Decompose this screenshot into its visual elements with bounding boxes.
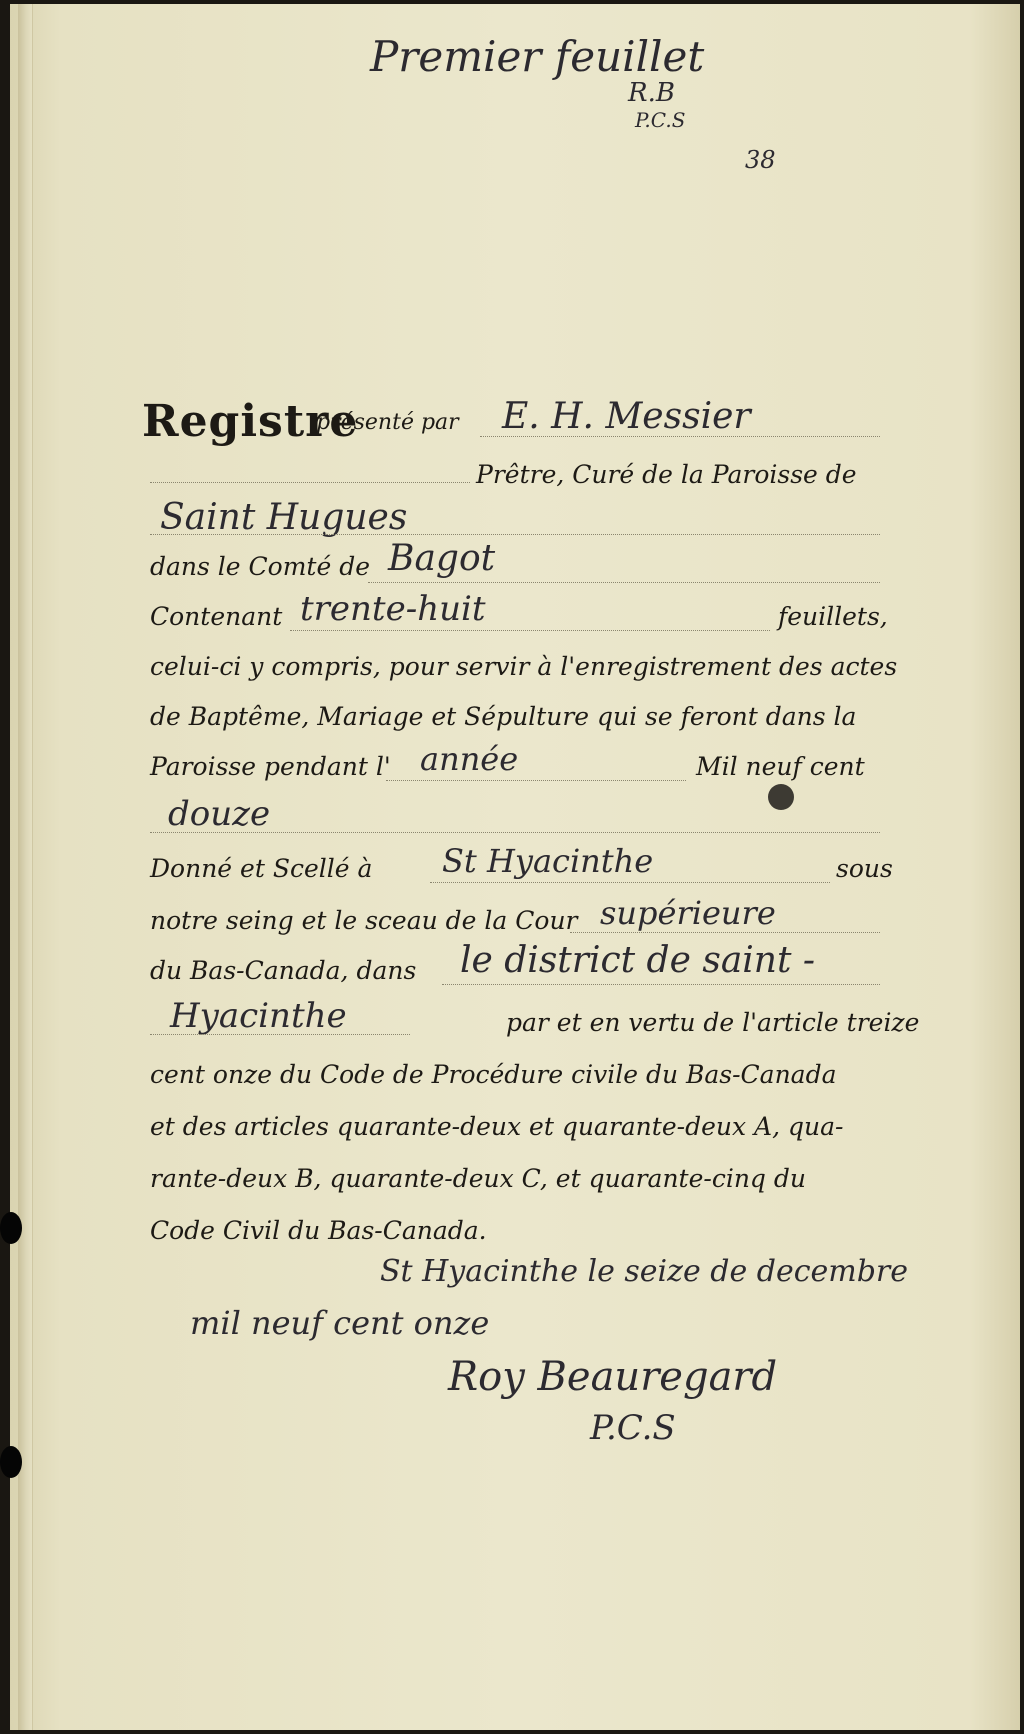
ink-spot — [768, 784, 794, 810]
premier-feuillet-note: Premier feuillet — [370, 32, 705, 81]
text-line-15: et des articles quarante-deux et quarante-deux A, qua- — [150, 1112, 844, 1141]
registre-title: Registre — [142, 396, 359, 447]
document-page — [10, 4, 1020, 1730]
text-line-17: Code Civil du Bas-Canada. — [150, 1216, 487, 1245]
signature-title: P.C.S — [590, 1408, 676, 1448]
comte-label: dans le Comté de — [150, 552, 370, 581]
punch-hole-lower — [0, 1446, 22, 1478]
text-line-7: de Baptême, Mariage et Sépulture qui se feront dans la — [150, 702, 857, 731]
district-fill: le district de saint - — [460, 940, 816, 981]
year-fill: douze — [168, 794, 271, 834]
initials-note-2: P.C.S — [635, 108, 686, 132]
text-line-6: celui-ci y compris, pour servir à l'enregistrement des actes — [150, 652, 898, 681]
text-line-14: cent onze du Code de Procédure civile du Bas-Canada — [150, 1060, 837, 1089]
signature-place-date: St Hyacinthe le seize de decembre — [380, 1254, 909, 1289]
rule-9 — [150, 832, 880, 833]
priest-name: E. H. Messier — [502, 396, 751, 437]
punch-hole-upper — [0, 1212, 22, 1244]
rule-5 — [290, 630, 770, 631]
rule-10 — [430, 882, 830, 883]
signature-name: Roy Beauregard — [448, 1354, 778, 1400]
feuillets-count: trente-huit — [300, 589, 486, 629]
rule-3 — [150, 534, 880, 535]
parish-name: Saint Hugues — [160, 497, 408, 538]
district-name-fill: Hyacinthe — [170, 996, 347, 1036]
seing-label: notre seing et le sceau de la Cour — [150, 906, 578, 935]
mil-neuf-cent-label: Mil neuf cent — [696, 752, 865, 781]
rule-11 — [570, 932, 880, 933]
rule-12 — [442, 984, 880, 985]
rule-13 — [150, 1034, 410, 1035]
text-line-16: rante-deux B, quarante-deux C, et quarante-cinq du — [150, 1164, 806, 1193]
rule-2 — [150, 482, 470, 483]
presente-par-label: présenté par — [316, 410, 459, 435]
article-label: par et en vertu de l'article treize — [506, 1008, 920, 1037]
period-fill: année — [420, 740, 519, 778]
bas-canada-dans-label: du Bas-Canada, dans — [150, 956, 417, 985]
rule-4 — [368, 582, 880, 583]
paroisse-pendant-label: Paroisse pendant l' — [150, 752, 391, 781]
court-fill: supérieure — [600, 894, 776, 932]
signature-year: mil neuf cent onze — [190, 1304, 490, 1342]
donne-scelle-label: Donné et Scellé à — [150, 854, 373, 883]
binding-fold — [18, 4, 33, 1730]
curé-label: Prêtre, Curé de la Paroisse de — [476, 460, 857, 489]
contenant-label: Contenant — [150, 602, 283, 631]
county-name: Bagot — [388, 538, 496, 579]
page-number: 38 — [745, 146, 776, 174]
place-fill: St Hyacinthe — [442, 842, 654, 880]
rule-8 — [386, 780, 686, 781]
sous-label: sous — [836, 854, 893, 883]
feuillets-label: feuillets, — [778, 602, 888, 631]
initials-note: R.B — [628, 78, 675, 108]
